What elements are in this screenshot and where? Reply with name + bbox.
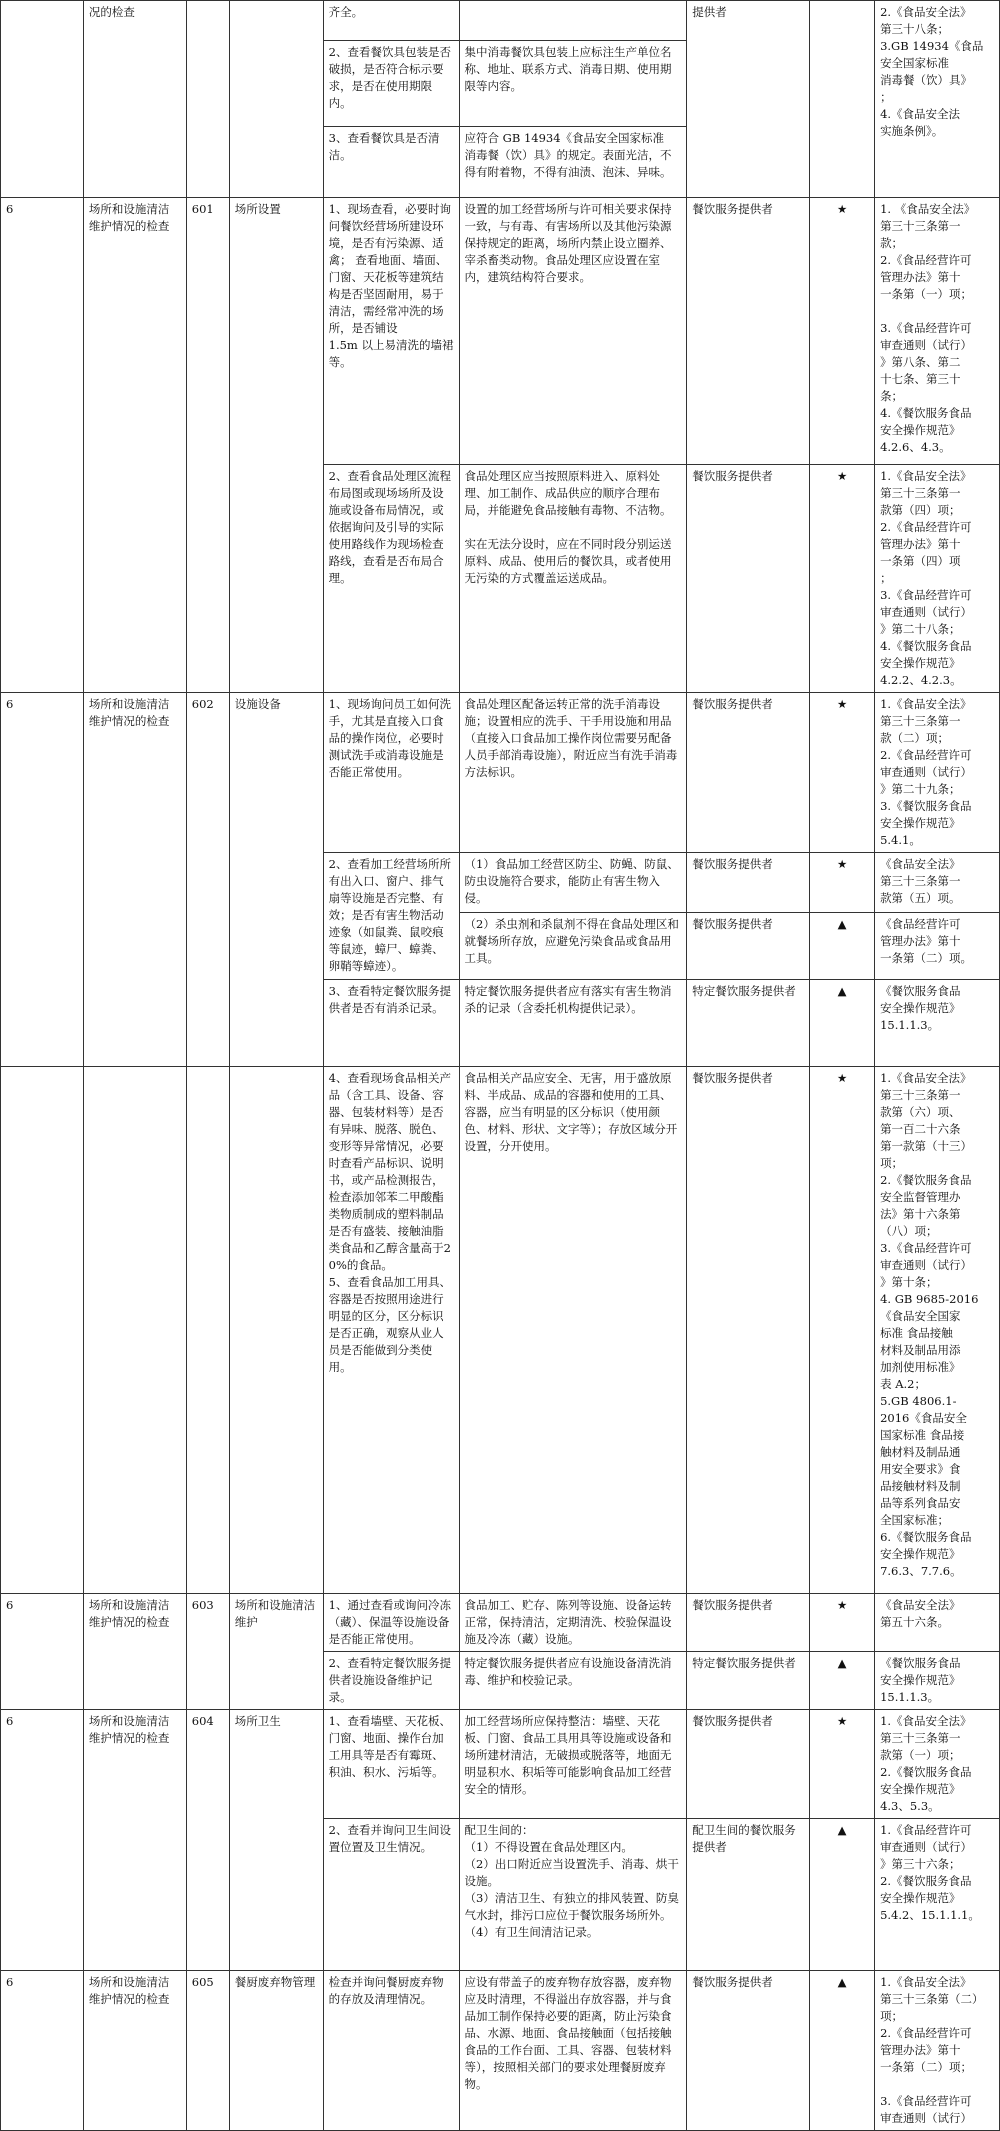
requirement-cell: 集中消毒餐饮具包装上应标注生产单位名称、地址、联系方式、消毒日期、使用期限等内容。	[459, 41, 687, 127]
code-cell	[186, 1067, 229, 1594]
item-cell: 餐厨废弃物管理	[229, 1971, 323, 2131]
requirement-cell: 食品相关产品应安全、无害，用于盛放原料、半成品、成品的容器和使用的工具、容器，应当有明显的区分标识（使用颜色、材料、形状、文字等）；存放区域分开设置，分开使用。	[459, 1067, 687, 1594]
level-mark	[810, 1, 875, 198]
method-cell: 齐全。	[323, 1, 459, 41]
requirement-cell: 特定餐饮服务提供者应有落实有害生物消杀的记录（含委托机构提供记录）。	[459, 980, 687, 1067]
level-mark: ★	[810, 693, 875, 853]
level-mark: ★	[810, 1594, 875, 1652]
requirement-cell: 设置的加工经营场所与许可相关要求保持一致，与有毒、有害场所以及其他污染源保持规定的距离，场所内禁止设立圈养、宰杀畜类动物。食品处理区应设置在室内，建筑结构符合要求。	[459, 198, 687, 465]
method-cell: 2、查看加工经营场所所有出入口、窗户、排气扇等设施是否完整、有效；是否有害生物活动迹象（如鼠粪、鼠咬痕等鼠迹，蟑尸、蟑粪、卵鞘等蟑迹）。	[323, 853, 459, 980]
basis-cell: 1.《食品安全法》 第三十三条第一 款第（六）项、 第一百二十六条 第一款第（十三） 项； 2.《餐饮服务食品 安全监督管理办 法》第十六条第 （八）项； 3.《食品经营许可 审查通则（试行） 》第十条； 4. GB 9685-2016 《食品安全国家 标准 食品接触 材料及制品用添 加剂使用标准》 表 A.2； 5.GB 4806.1- 2016《食品安全 国家标准 食品接 触材料及制品通 用安全要求》食 品接触材料及制 品等系列食品安 全国家标准； 6.《餐饮服务食品 安全操作规范》 7.6.3、7.7.6。	[875, 1067, 1000, 1594]
category-cell: 况的检查	[83, 1, 186, 198]
method-cell: 检查并询问餐厨废弃物的存放及清理情况。	[323, 1971, 459, 2131]
level-mark: ★	[810, 1710, 875, 1819]
item-cell	[229, 1, 323, 198]
method-cell: 2、查看特定餐饮服务提供者设施设备维护记录。	[323, 1652, 459, 1710]
category-cell: 场所和设施清洁维护情况的检查	[83, 198, 186, 693]
basis-cell: 2.《食品安全法》 第三十八条； 3.GB 14934《食品 安全国家标准 消毒餐（饮）具》 ； 4.《食品安全法 实施条例》。	[875, 1, 1000, 198]
level-mark: ★	[810, 465, 875, 693]
basis-cell: 1. 《食品安全法》 第三十三条第一 款； 2.《食品经营许可 管理办法》第十 一条第（一）项； 3.《食品经营许可 审查通则（试行） 》第八条、第二 十七条、第三十 条； 4.《餐饮服务食品 安全操作规范》 4.2.6、4.3。	[875, 198, 1000, 465]
subject-cell: 餐饮服务提供者	[687, 1067, 810, 1594]
code-cell	[186, 1, 229, 198]
requirement-cell: （1）食品加工经营区防尘、防蝇、防鼠、防虫设施符合要求，能防止有害生物入侵。	[459, 853, 687, 913]
category-cell: 场所和设施清洁维护情况的检查	[83, 1594, 186, 1710]
code-cell: 603	[186, 1594, 229, 1710]
method-cell: 3、查看特定餐饮服务提供者是否有消杀记录。	[323, 980, 459, 1067]
basis-cell: 1.《食品安全法》 第三十三条第一 款第（四）项； 2.《食品经营许可 管理办法》第十 一条第（四）项 ； 3.《食品经营许可 审查通则（试行） 》第二十八条； 4.《餐饮服务食品 安全操作规范》 4.2.2、4.2.3。	[875, 465, 1000, 693]
level-mark: ★	[810, 198, 875, 465]
basis-cell: 1.《食品安全法》 第三十三条第一 款（二）项； 2.《食品经营许可 审查通则（试行） 》第二十九条； 3.《餐饮服务食品 安全操作规范》 5.4.1。	[875, 693, 1000, 853]
level-mark: ▲	[810, 1652, 875, 1710]
subject-cell: 餐饮服务提供者	[687, 1971, 810, 2131]
level-mark: ▲	[810, 913, 875, 980]
basis-cell: 1.《食品安全法》 第三十三条第一 款第（一）项； 2.《餐饮服务食品 安全操作规范》 4.3、5.3。	[875, 1710, 1000, 1819]
subject-cell: 餐饮服务提供者	[687, 198, 810, 465]
basis-cell: 《食品安全法》 第三十三条第一 款第（五）项。	[875, 853, 1000, 913]
subject-cell: 餐饮服务提供者	[687, 1710, 810, 1819]
requirement-cell: 食品加工、贮存、陈列等设施、设备运转正常，保持清洁，定期清洗、校验保温设施及冷冻（藏）设施。	[459, 1594, 687, 1652]
subject-cell: 餐饮服务提供者	[687, 465, 810, 693]
level-mark: ★	[810, 1067, 875, 1594]
subject-cell: 餐饮服务提供者	[687, 913, 810, 980]
subject-cell: 特定餐饮服务提供者	[687, 980, 810, 1067]
requirement-cell: 加工经营场所应保持整洁：墙壁、天花板、门窗、食品工具用具等设施或设备和场所建材清洁，无破损或脱落等，地面无明显积水、积垢等可能影响食品加工经营安全的情形。	[459, 1710, 687, 1819]
requirement-cell	[459, 1, 687, 41]
item-cell: 场所卫生	[229, 1710, 323, 1971]
method-cell: 4、查看现场食品相关产品（含工具、设备、容器、包装材料等）是否有异味、脱落、脱色、变形等异常情况，必要时查看产品标识、说明书，或产品检测报告，检查添加邻苯二甲酸酯类物质制成的塑料制品是否有盛装、接触油脂类食品和乙醇含量高于20%的食品。 5、查看食品加工用具、容器是否按照用途进行明显的区分，区分标识是否正确，观察从业人员是否能做到分类使用。	[323, 1067, 459, 1594]
row-number	[1, 1, 84, 198]
category-cell	[83, 1067, 186, 1594]
requirement-cell: 应设有带盖子的废弃物存放容器，废弃物应及时清理，不得溢出存放容器，并与食品加工制作保持必要的距离，防止污染食品、水源、地面、食品接触面（包括接触食品的工作台面、工具、容器、包装材料等），按照相关部门的要求处理餐厨废弃物。	[459, 1971, 687, 2131]
row-number: 6	[1, 1971, 84, 2131]
method-cell: 3、查看餐饮具是否清洁。	[323, 127, 459, 198]
basis-cell: 1.《食品经营许可 审查通则（试行） 》第三十六条； 2.《餐饮服务食品 安全操作规范》 5.4.2、15.1.1.1。	[875, 1819, 1000, 1971]
row-number: 6	[1, 693, 84, 1067]
item-cell: 场所设置	[229, 198, 323, 693]
subject-cell: 餐饮服务提供者	[687, 1594, 810, 1652]
method-cell: 2、查看餐饮具包装是否破损，是否符合标示要求，是否在使用期限内。	[323, 41, 459, 127]
method-cell: 1、现场查看，必要时询问餐饮经营场所建设环境，是否有污染源、适禽； 查看地面、墙面、门窗、天花板等建筑结构是否坚固耐用，易于清洁，需经常冲洗的场所，是否铺设 1.5m 以上易清洗的墙裙等。	[323, 198, 459, 465]
item-cell: 场所和设施清洁维护	[229, 1594, 323, 1710]
basis-cell: 《餐饮服务食品 安全操作规范》 15.1.1.3。	[875, 1652, 1000, 1710]
requirement-cell: 特定餐饮服务提供者应有设施设备清洗消毒、维护和校验记录。	[459, 1652, 687, 1710]
subject-cell: 配卫生间的餐饮服务提供者	[687, 1819, 810, 1971]
basis-cell: 《食品安全法》 第五十六条。	[875, 1594, 1000, 1652]
requirement-cell: 应符合 GB 14934《食品安全国家标准 消毒餐（饮）具》的规定。表面光洁，不得有附着物，不得有油渍、泡沫、异味。	[459, 127, 687, 198]
level-mark: ▲	[810, 1819, 875, 1971]
code-cell: 605	[186, 1971, 229, 2131]
method-cell: 1、现场询问员工如何洗手，尤其是直接入口食品的操作岗位，必要时测试洗手或消毒设施是否能正常使用。	[323, 693, 459, 853]
requirement-cell: 食品处理区配备运转正常的洗手消毒设施；设置相应的洗手、干手用设施和用品（直接入口食品加工操作岗位需要另配备人员手部消毒设施），附近应当有洗手消毒方法标识。	[459, 693, 687, 853]
category-cell: 场所和设施清洁维护情况的检查	[83, 1971, 186, 2131]
requirement-cell: （2）杀虫剂和杀鼠剂不得在食品处理区和就餐场所存放，应避免污染食品或食品用工具。	[459, 913, 687, 980]
code-cell: 602	[186, 693, 229, 1067]
subject-cell: 餐饮服务提供者	[687, 693, 810, 853]
level-mark: ▲	[810, 980, 875, 1067]
row-number: 6	[1, 198, 84, 693]
subject-cell: 提供者	[687, 1, 810, 198]
method-cell: 1、查看墙壁、天花板、门窗、地面、操作台加工用具等是否有霉斑、积油、积水、污垢等。	[323, 1710, 459, 1819]
method-cell: 2、查看食品处理区流程布局图或现场场所及设施或设备布局情况，或依据询问及引导的实际使用路线作为现场检查路线，查看是否布局合理。	[323, 465, 459, 693]
basis-cell: 《餐饮服务食品 安全操作规范》 15.1.1.3。	[875, 980, 1000, 1067]
row-number: 6	[1, 1594, 84, 1710]
category-cell: 场所和设施清洁维护情况的检查	[83, 1710, 186, 1971]
code-cell: 601	[186, 198, 229, 693]
item-cell: 设施设备	[229, 693, 323, 1067]
row-number	[1, 1067, 84, 1594]
code-cell: 604	[186, 1710, 229, 1971]
level-mark: ★	[810, 853, 875, 913]
method-cell: 2、查看并询问卫生间设置位置及卫生情况。	[323, 1819, 459, 1971]
row-number: 6	[1, 1710, 84, 1971]
item-cell	[229, 1067, 323, 1594]
subject-cell: 特定餐饮服务提供者	[687, 1652, 810, 1710]
basis-cell: 《食品经营许可 管理办法》第十 一条第（二）项。	[875, 913, 1000, 980]
requirement-cell: 配卫生间的： （1）不得设置在食品处理区内。 （2）出口附近应当设置洗手、消毒、烘干设施。 （3）清洁卫生、有独立的排风装置、防臭气水封，排污口应位于餐饮服务场所外。 （4）有卫生间清洁记录。	[459, 1819, 687, 1971]
level-mark: ▲	[810, 1971, 875, 2131]
requirement-cell: 食品处理区应当按照原料进入、原料处理、加工制作、成品供应的顺序合理布局，并能避免食品接触有毒物、不洁物。 实在无法分设时，应在不同时段分别运送原料、成品、使用后的餐饮具，或者使用无污染的方式覆盖运送成品。	[459, 465, 687, 693]
category-cell: 场所和设施清洁维护情况的检查	[83, 693, 186, 1067]
method-cell: 1、通过查看或询问冷冻（藏）、保温等设施设备是否能正常使用。	[323, 1594, 459, 1652]
subject-cell: 餐饮服务提供者	[687, 853, 810, 913]
basis-cell: 1.《食品安全法》 第三十三条第（二）项； 2.《食品经营许可 管理办法》第十 一条第（二）项； 3.《食品经营许可 审查通则（试行）	[875, 1971, 1000, 2131]
